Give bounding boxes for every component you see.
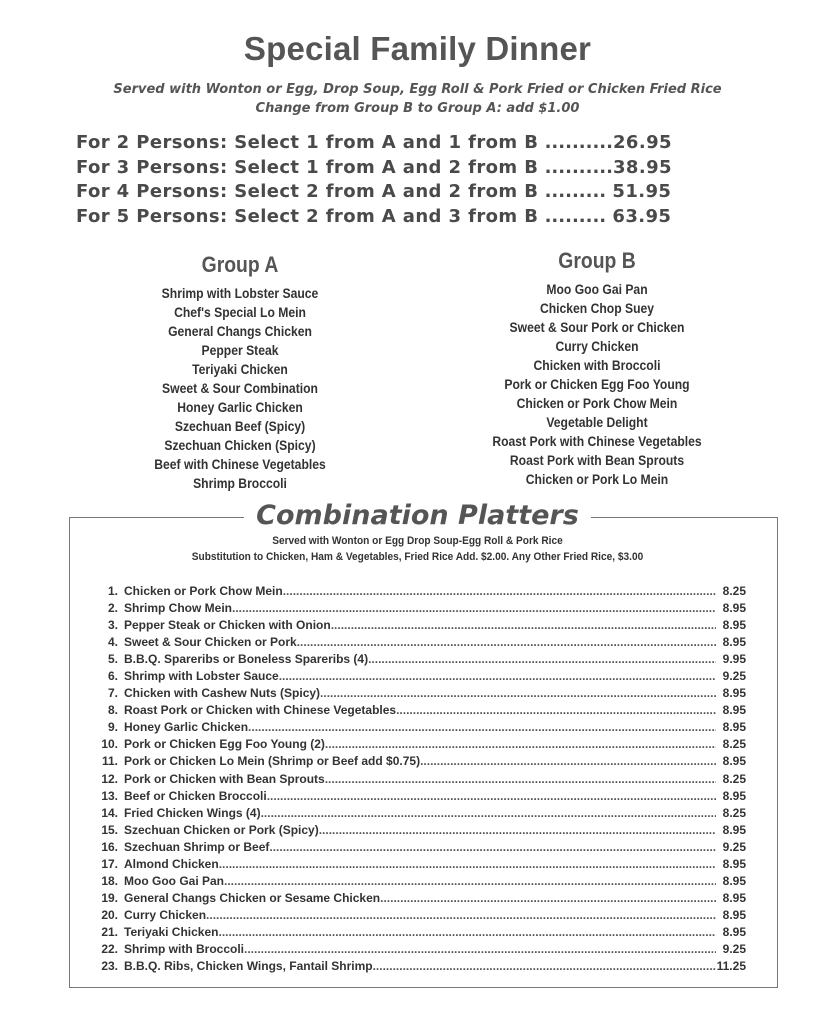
- group-b-item: Sweet & Sour Pork or Chicken: [509, 320, 685, 335]
- platter-number: 3.: [107, 618, 118, 633]
- dot-leader: [261, 805, 716, 822]
- platter-row: [96, 873, 746, 890]
- platter-name: Fried Chicken Wings (4): [124, 805, 261, 820]
- page-title: Special Family Dinner: [243, 30, 592, 67]
- family-price-line: [76, 181, 748, 206]
- platter-name: Moo Goo Gai Pan: [124, 873, 225, 888]
- group-b-list: [452, 280, 742, 489]
- platter-price: 8.95: [722, 601, 746, 616]
- platter-price: 8.95: [722, 635, 746, 650]
- dot-leader: [219, 856, 716, 873]
- family-price-leader: .........: [538, 181, 613, 202]
- dot-leader: [396, 702, 716, 719]
- platter-row: [96, 719, 746, 736]
- platter-name: Pork or Chicken Lo Mein (Shrimp or Beef add $0.75): [124, 754, 421, 769]
- family-price-line: [76, 157, 748, 182]
- combination-substitution-note: Substitution to Chicken, Ham & Vegetables, Fried Rice Add. $2.00. Any Other Fried Rice, $3.00: [191, 551, 644, 563]
- group-a-item: Shrimp with Lobster Sauce: [161, 286, 319, 301]
- dot-leader: [420, 753, 716, 770]
- group-b-title: Group B: [558, 248, 636, 273]
- combination-title: Combination Platters: [244, 500, 591, 531]
- platter-price: 8.95: [722, 686, 746, 701]
- combination-list: [96, 583, 746, 975]
- platter-row: [96, 668, 746, 685]
- platter-name: General Changs Chicken or Sesame Chicken: [124, 890, 381, 905]
- family-price-leader: ..........: [538, 132, 613, 153]
- group-b-item: Chicken or Pork Chow Mein: [516, 396, 678, 411]
- platter-price: 9.95: [722, 652, 746, 667]
- dot-leader: [319, 822, 716, 839]
- platter-number: 4.: [107, 635, 118, 650]
- group-a-item: Szechuan Beef (Spicy): [174, 419, 306, 434]
- platter-number: 12.: [101, 771, 118, 786]
- group-a-item: Shrimp Broccoli: [193, 476, 287, 491]
- platter-row: [96, 771, 746, 788]
- group-a-item: Chef's Special Lo Mein: [174, 305, 306, 320]
- platter-name: Pork or Chicken with Bean Sprouts: [124, 771, 325, 786]
- family-price-leader: ..........: [538, 156, 613, 178]
- platter-number: 15.: [101, 822, 118, 837]
- group-a-item: Teriyaki Chicken: [192, 362, 288, 377]
- platter-row: [96, 805, 746, 822]
- platter-name: Shrimp with Lobster Sauce: [124, 669, 279, 684]
- dinner-subtitle: Served with Wonton or Egg, Drop Soup, Egg Roll & Pork Fried or Chicken Fried Rice: [113, 82, 722, 97]
- group-b-item: Roast Pork with Bean Sprouts: [509, 453, 685, 468]
- platter-price: 8.95: [722, 703, 746, 718]
- platter-price: 8.95: [722, 822, 746, 837]
- group-a-item: Sweet & Sour Combination: [162, 381, 318, 396]
- group-a-column: [95, 250, 385, 493]
- platter-number: 17.: [101, 856, 118, 871]
- platter-price: 8.25: [722, 584, 746, 598]
- platter-price: 8.25: [722, 805, 746, 820]
- platter-row: [96, 736, 746, 753]
- combination-subtitle: Served with Wonton or Egg Drop Soup-Egg Roll & Pork Rice: [272, 535, 563, 547]
- platter-number: 16.: [101, 839, 118, 854]
- platter-row: [96, 788, 746, 805]
- platter-price: 8.95: [722, 890, 746, 905]
- platter-price: 9.25: [722, 839, 746, 854]
- platter-number: 11.: [101, 754, 118, 769]
- group-b-item: Chicken or Pork Lo Mein: [525, 472, 669, 487]
- platter-row: [96, 907, 746, 924]
- platter-number: 20.: [101, 907, 118, 922]
- dot-leader: [373, 958, 716, 975]
- dot-leader: [325, 771, 716, 788]
- combination-title-wrap: [0, 500, 835, 531]
- platter-row: [96, 685, 746, 702]
- dot-leader: [331, 617, 716, 634]
- platter-row: [96, 856, 746, 873]
- platter-name: B.B.Q. Spareribs or Boneless Spareribs (4): [124, 652, 369, 667]
- family-price-value: 51.95: [612, 181, 672, 202]
- platter-price: 8.25: [722, 771, 746, 786]
- dot-leader: [206, 907, 716, 924]
- platter-name: Almond Chicken: [124, 856, 219, 871]
- platter-row: [96, 702, 746, 719]
- platter-price: 11.25: [716, 959, 746, 974]
- dot-leader: [232, 600, 716, 617]
- family-price-text: For 2 Persons: Select 1 from A and 1 from B: [76, 132, 539, 153]
- platter-number: 23.: [101, 959, 118, 974]
- dot-leader: [248, 719, 716, 736]
- platter-number: 2.: [107, 601, 118, 616]
- group-b-item: Curry Chicken: [555, 339, 639, 354]
- dot-leader: [380, 890, 716, 907]
- platter-row: [96, 958, 746, 975]
- platter-row: [96, 634, 746, 651]
- dot-leader: [269, 839, 716, 856]
- platter-name: Pork or Chicken Egg Foo Young (2): [124, 737, 325, 752]
- platter-number: 13.: [101, 788, 118, 803]
- platter-price: 8.95: [722, 873, 746, 888]
- family-price-line: [76, 206, 748, 231]
- platter-name: Chicken with Cashew Nuts (Spicy): [124, 686, 321, 701]
- platter-row: [96, 651, 746, 668]
- platter-number: 5.: [107, 652, 118, 667]
- platter-row: [96, 941, 746, 958]
- platter-price: 8.25: [722, 737, 746, 752]
- platter-price: 8.95: [722, 618, 746, 633]
- family-price-value: 63.95: [612, 205, 672, 227]
- platter-name: Sweet & Sour Chicken or Pork: [124, 635, 297, 650]
- platter-price: 8.95: [722, 924, 746, 939]
- family-price-leader: .........: [538, 205, 613, 227]
- platter-name: B.B.Q. Ribs, Chicken Wings, Fantail Shrimp: [124, 959, 373, 974]
- platter-number: 19.: [101, 890, 118, 905]
- group-change-note: Change from Group B to Group A: add $1.00: [255, 101, 580, 116]
- platter-name: Shrimp Chow Mein: [124, 601, 232, 616]
- platter-name: Roast Pork or Chicken with Chinese Vegetables: [124, 703, 397, 718]
- platter-row: [96, 822, 746, 839]
- platter-name: Pepper Steak or Chicken with Onion: [124, 618, 331, 633]
- dot-leader: [325, 736, 716, 753]
- family-price-text: For 3 Persons: Select 1 from A and 2 from B: [76, 156, 539, 178]
- family-price-value: 38.95: [612, 156, 672, 178]
- dot-leader: [267, 788, 716, 805]
- platter-number: 10.: [101, 737, 118, 752]
- platter-number: 18.: [101, 873, 118, 888]
- platter-name: Szechuan Shrimp or Beef: [124, 839, 270, 854]
- platter-name: Szechuan Chicken or Pork (Spicy): [124, 822, 319, 837]
- group-b-item: Roast Pork with Chinese Vegetables: [492, 434, 702, 449]
- platter-number: 22.: [101, 941, 118, 956]
- platter-price: 8.95: [722, 754, 746, 769]
- group-a-item: Beef with Chinese Vegetables: [154, 457, 326, 472]
- group-a-item: General Changs Chicken: [168, 324, 312, 339]
- platter-number: 21.: [101, 924, 118, 939]
- platter-number: 7.: [107, 686, 118, 701]
- platter-price: 8.95: [722, 788, 746, 803]
- group-b-item: Pork or Chicken Egg Foo Young: [504, 377, 690, 392]
- dot-leader: [320, 685, 716, 702]
- platter-name: Chicken or Pork Chow Mein: [124, 584, 283, 598]
- dot-leader: [244, 941, 716, 958]
- platter-number: 8.: [107, 703, 118, 718]
- platter-number: 14.: [101, 805, 118, 820]
- group-a-list: [95, 284, 385, 493]
- platter-name: Beef or Chicken Broccoli: [124, 788, 267, 803]
- platter-name: Curry Chicken: [124, 907, 207, 922]
- platter-name: Teriyaki Chicken: [124, 924, 219, 939]
- platter-price: 8.95: [722, 907, 746, 922]
- platter-name: Shrimp with Broccoli: [124, 941, 245, 956]
- platter-row: [96, 890, 746, 907]
- platter-number: 9.: [107, 720, 118, 735]
- platter-row: [96, 617, 746, 634]
- group-b-item: Vegetable Delight: [546, 415, 648, 430]
- platter-row: [96, 600, 746, 617]
- platter-number: 6.: [107, 669, 118, 684]
- platter-row: [96, 753, 746, 770]
- platter-row: [96, 839, 746, 856]
- family-price-list: [76, 132, 748, 230]
- group-a-item: Honey Garlic Chicken: [177, 400, 303, 415]
- group-b-column: [452, 250, 742, 489]
- dot-leader: [368, 651, 716, 668]
- group-a-item: Pepper Steak: [201, 343, 279, 358]
- platter-name: Honey Garlic Chicken: [124, 720, 249, 735]
- platter-price: 9.25: [722, 669, 746, 684]
- platter-row: [96, 583, 746, 600]
- dot-leader: [279, 668, 716, 685]
- group-b-item: Chicken Chop Suey: [539, 301, 655, 316]
- group-b-item: Moo Goo Gai Pan: [546, 282, 648, 297]
- dot-leader: [219, 924, 717, 941]
- platter-price: 9.25: [722, 941, 746, 956]
- family-price-text: For 4 Persons: Select 2 from A and 2 from B: [76, 181, 539, 202]
- dot-leader: [297, 634, 716, 651]
- family-price-value: 26.95: [612, 132, 672, 153]
- platter-price: 8.95: [722, 856, 746, 871]
- platter-row: [96, 924, 746, 941]
- group-a-title: Group A: [201, 252, 279, 277]
- dot-leader: [224, 873, 716, 890]
- family-price-line: [76, 132, 748, 157]
- family-price-text: For 5 Persons: Select 2 from A and 3 from B: [76, 205, 539, 227]
- platter-number: 1.: [107, 584, 118, 598]
- platter-price: 8.95: [722, 720, 746, 735]
- group-a-item: Szechuan Chicken (Spicy): [164, 438, 316, 453]
- group-b-item: Chicken with Broccoli: [533, 358, 661, 373]
- dot-leader: [283, 583, 716, 600]
